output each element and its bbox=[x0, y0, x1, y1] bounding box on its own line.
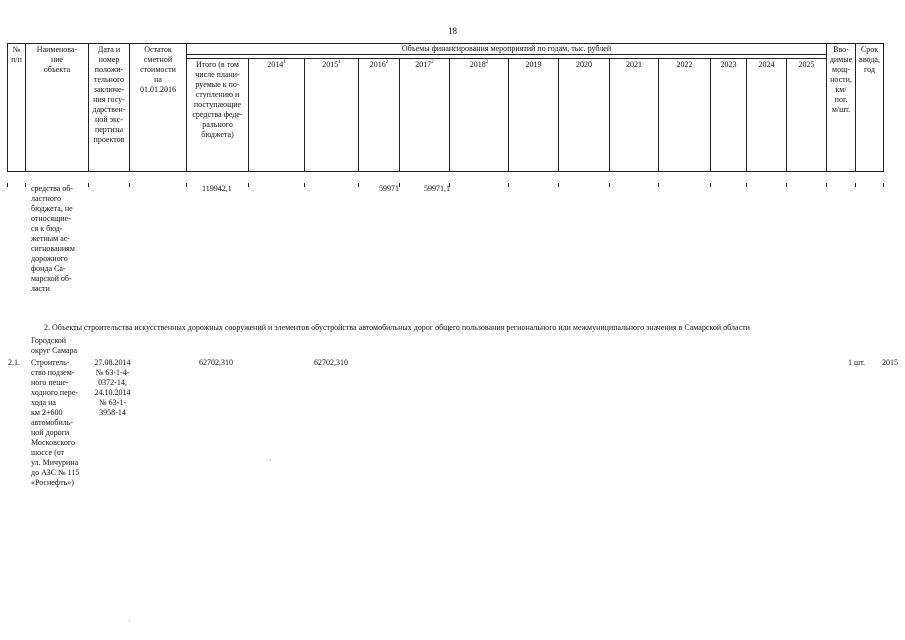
row-2-1-number: 2.1. bbox=[8, 358, 20, 367]
header-financing-title: Объемы финансирования мероприятий по годам, тыс. рублей bbox=[187, 44, 827, 55]
header-year-2023: 2023 bbox=[711, 59, 747, 172]
header-year-2022: 2022 bbox=[659, 59, 711, 172]
section-title: 2. Объекты строительства искусственных дорожных сооружений и элементов обустройства автомобильных дорог общего пользования регионального или межмуниципального значения в Самарской области bbox=[44, 323, 750, 332]
header-year-2021: 2021 bbox=[610, 59, 659, 172]
header-year-2017: 2017$^2$ bbox=[400, 59, 450, 172]
row-2-1-capacity: 1 шт. bbox=[848, 358, 866, 367]
district-label: Городской округ Самара bbox=[31, 336, 78, 355]
financing-table-header bbox=[7, 43, 884, 172]
header-year-2024: 2024 bbox=[747, 59, 787, 172]
scan-speck: · bbox=[128, 617, 131, 626]
row-2-1-expertise: 27.08.2014 № 63-1-4- 0372-14, 24.10.2014 № 63-1- 3958-14 bbox=[94, 358, 131, 417]
row-2-1-2015: 62702,310 bbox=[314, 358, 348, 367]
header-object-name: Наименова- ние объекта bbox=[26, 44, 89, 172]
header-year-2019: 2019 bbox=[509, 59, 559, 172]
header-year-2025: 2025 bbox=[787, 59, 827, 172]
row-2-1-term: 2015 bbox=[882, 358, 898, 367]
header-year-2015: 2015$^1$ bbox=[305, 59, 359, 172]
header-number: № п/п bbox=[8, 44, 26, 172]
header-year-2014: 2014$^1$ bbox=[249, 59, 305, 172]
header-expertise-date: Дата и номер положи- тельного заключе- ния госу- дарствен- ной экс- пертизы проектов bbox=[89, 44, 130, 172]
row-2-1-total: 62702,310 bbox=[199, 358, 233, 367]
regional-budget-label: средства об- ластного бюджета, не относящие- ся к бюд- жетным ас- сигнованиям дорожного фонда Са- марской об- ласти bbox=[31, 184, 75, 293]
regional-budget-2016: 59971 bbox=[379, 184, 399, 193]
header-year-2018: 2018$^2$ bbox=[450, 59, 509, 172]
header-total: Итого (в том числе плани- руемые к по- ступлению и поступающие средства феде- рального бюджета) bbox=[187, 59, 249, 172]
page-number: 18 bbox=[448, 26, 457, 36]
header-year-2016: 2016$^2$ bbox=[359, 59, 400, 172]
header-year-2020: 2020 bbox=[559, 59, 610, 172]
table-body-stubs bbox=[7, 183, 904, 187]
scan-speck: · bbox=[269, 456, 272, 465]
regional-budget-total: 119942,1 bbox=[202, 184, 232, 193]
row-2-1-object-name: Строитель- ство подзем- ного пеше- ходного пере- хода на км 2+600 автомобиль- ной дороги Московского шоссе (от ул. Мичурина до АЗС № 115 «Роснефть») bbox=[31, 358, 80, 487]
header-estimate-balance: Остаток сметной стоимости на 01.01.2016 bbox=[130, 44, 187, 172]
header-commission-term: Срок ввода, год bbox=[856, 44, 884, 172]
regional-budget-2017: 59971,1 bbox=[424, 184, 450, 193]
header-capacity: Вво- димые мощ- ности, км/ пог. м/шт. bbox=[827, 44, 856, 172]
